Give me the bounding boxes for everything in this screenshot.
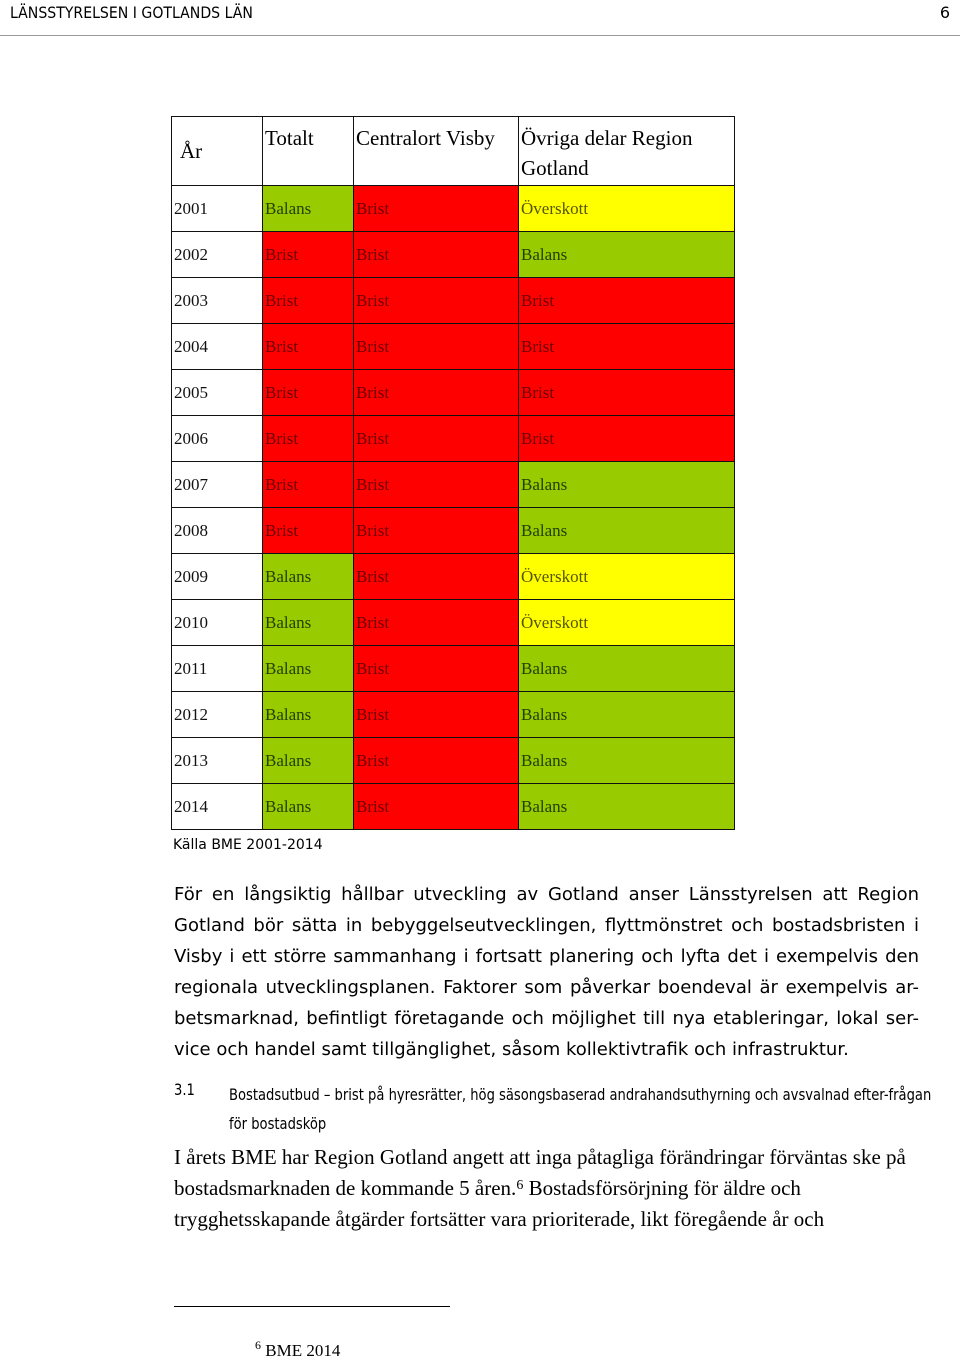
year-cell: 2002 <box>172 232 263 278</box>
table-source: Källa BME 2001-2014 <box>173 837 323 853</box>
table-row <box>172 554 735 600</box>
footnote-reference[interactable]: 6 <box>516 1178 524 1193</box>
totalt-cell: Brist <box>263 232 354 278</box>
body-paragraph: För en långsiktig hållbar utveckling av Gotland anser Länsstyrelsen att Region Gotland bör sätta in bebyggelseutvecklingen, flyttmönstret och bostadsbristen i Visby i ett större sammanhang i fortsatt planering och lyfta det i exempelvis den regionala utvecklingsplanen. Faktorer som påverkar boendeval är exempelvis ar-betsmarknad, befintligt företagande och möjlighet till nya etableringar, lokal ser-vice och handel samt tillgänglighet, såsom kollektivtrafik och infrastruktur. <box>174 884 919 1060</box>
footnote <box>255 1338 341 1361</box>
ovriga-cell: Brist <box>519 416 735 462</box>
ovriga-cell: Brist <box>519 278 735 324</box>
totalt-cell: Balans <box>263 646 354 692</box>
section-paragraph-part2: Bostadsförsörjning för äldre och trygghetsskapande åtgärder fortsätter vara prioriterade, likt föregående år och <box>174 1176 825 1231</box>
totalt-cell: Balans <box>263 738 354 784</box>
column-header-ovriga: Övriga delar Region Gotland <box>519 117 735 186</box>
totalt-cell: Balans <box>263 692 354 738</box>
visby-cell: Brist <box>354 416 519 462</box>
page-header <box>0 0 960 36</box>
visby-cell: Brist <box>354 646 519 692</box>
visby-cell: Brist <box>354 186 519 232</box>
column-header-visby: Centralort Visby <box>354 117 519 186</box>
year-cell: 2010 <box>172 600 263 646</box>
totalt-cell: Balans <box>263 186 354 232</box>
footnote-divider <box>174 1306 450 1307</box>
ovriga-cell: Balans <box>519 232 735 278</box>
table-row <box>172 508 735 554</box>
totalt-cell: Brist <box>263 508 354 554</box>
totalt-cell: Balans <box>263 600 354 646</box>
ovriga-cell: Balans <box>519 462 735 508</box>
totalt-cell: Balans <box>263 784 354 830</box>
ovriga-cell: Balans <box>519 646 735 692</box>
table-row <box>172 278 735 324</box>
header-title: LÄNSSTYRELSEN I GOTLANDS LÄN <box>10 3 253 22</box>
table-row <box>172 370 735 416</box>
visby-cell: Brist <box>354 324 519 370</box>
ovriga-cell: Brist <box>519 370 735 416</box>
visby-cell: Brist <box>354 232 519 278</box>
year-cell: 2009 <box>172 554 263 600</box>
ovriga-cell: Balans <box>519 692 735 738</box>
year-cell: 2001 <box>172 186 263 232</box>
year-cell: 2003 <box>172 278 263 324</box>
ovriga-cell: Balans <box>519 738 735 784</box>
year-cell: 2004 <box>172 324 263 370</box>
ovriga-cell: Överskott <box>519 600 735 646</box>
year-cell: 2013 <box>172 738 263 784</box>
year-cell: 2011 <box>172 646 263 692</box>
year-cell: 2006 <box>172 416 263 462</box>
totalt-cell: Brist <box>263 278 354 324</box>
column-header-year: År <box>172 117 263 186</box>
visby-cell: Brist <box>354 738 519 784</box>
totalt-cell: Brist <box>263 370 354 416</box>
year-cell: 2014 <box>172 784 263 830</box>
table-row <box>172 646 735 692</box>
section-paragraph-part1: I årets BME har Region Gotland angett att inga påtagliga förändringar förväntas ske på bostadsmarknaden de kommande 5 åren. <box>174 1145 906 1200</box>
section-paragraph <box>174 1142 934 1235</box>
table-header-row <box>172 117 735 186</box>
year-cell: 2012 <box>172 692 263 738</box>
page-number: 6 <box>939 3 950 22</box>
year-cell: 2008 <box>172 508 263 554</box>
ovriga-cell: Brist <box>519 324 735 370</box>
ovriga-cell: Balans <box>519 784 735 830</box>
totalt-cell: Brist <box>263 416 354 462</box>
visby-cell: Brist <box>354 554 519 600</box>
totalt-cell: Brist <box>263 324 354 370</box>
footnote-text: BME 2014 <box>265 1341 341 1360</box>
ovriga-cell: Överskott <box>519 554 735 600</box>
section-title: Bostadsutbud – brist på hyresrätter, hög säsongsbaserad andrahandsuthyrning och avsvalnad efter-frågan för bostadsköp <box>229 1085 932 1133</box>
table-row <box>172 462 735 508</box>
totalt-cell: Brist <box>263 462 354 508</box>
visby-cell: Brist <box>354 600 519 646</box>
table-row <box>172 692 735 738</box>
visby-cell: Brist <box>354 784 519 830</box>
year-cell: 2005 <box>172 370 263 416</box>
table-row <box>172 186 735 232</box>
column-header-totalt: Totalt <box>263 117 354 186</box>
ovriga-cell: Balans <box>519 508 735 554</box>
totalt-cell: Balans <box>263 554 354 600</box>
table-row <box>172 600 735 646</box>
visby-cell: Brist <box>354 370 519 416</box>
visby-cell: Brist <box>354 692 519 738</box>
table-row <box>172 784 735 830</box>
header-rule <box>0 35 960 36</box>
visby-cell: Brist <box>354 462 519 508</box>
table-row <box>172 232 735 278</box>
ovriga-cell: Överskott <box>519 186 735 232</box>
bme-status-table <box>171 116 735 830</box>
section-number: 3.1 <box>174 1080 195 1099</box>
visby-cell: Brist <box>354 508 519 554</box>
table-row <box>172 324 735 370</box>
footnote-number: 6 <box>255 1338 261 1352</box>
table-row <box>172 738 735 784</box>
visby-cell: Brist <box>354 278 519 324</box>
table-row <box>172 416 735 462</box>
year-cell: 2007 <box>172 462 263 508</box>
